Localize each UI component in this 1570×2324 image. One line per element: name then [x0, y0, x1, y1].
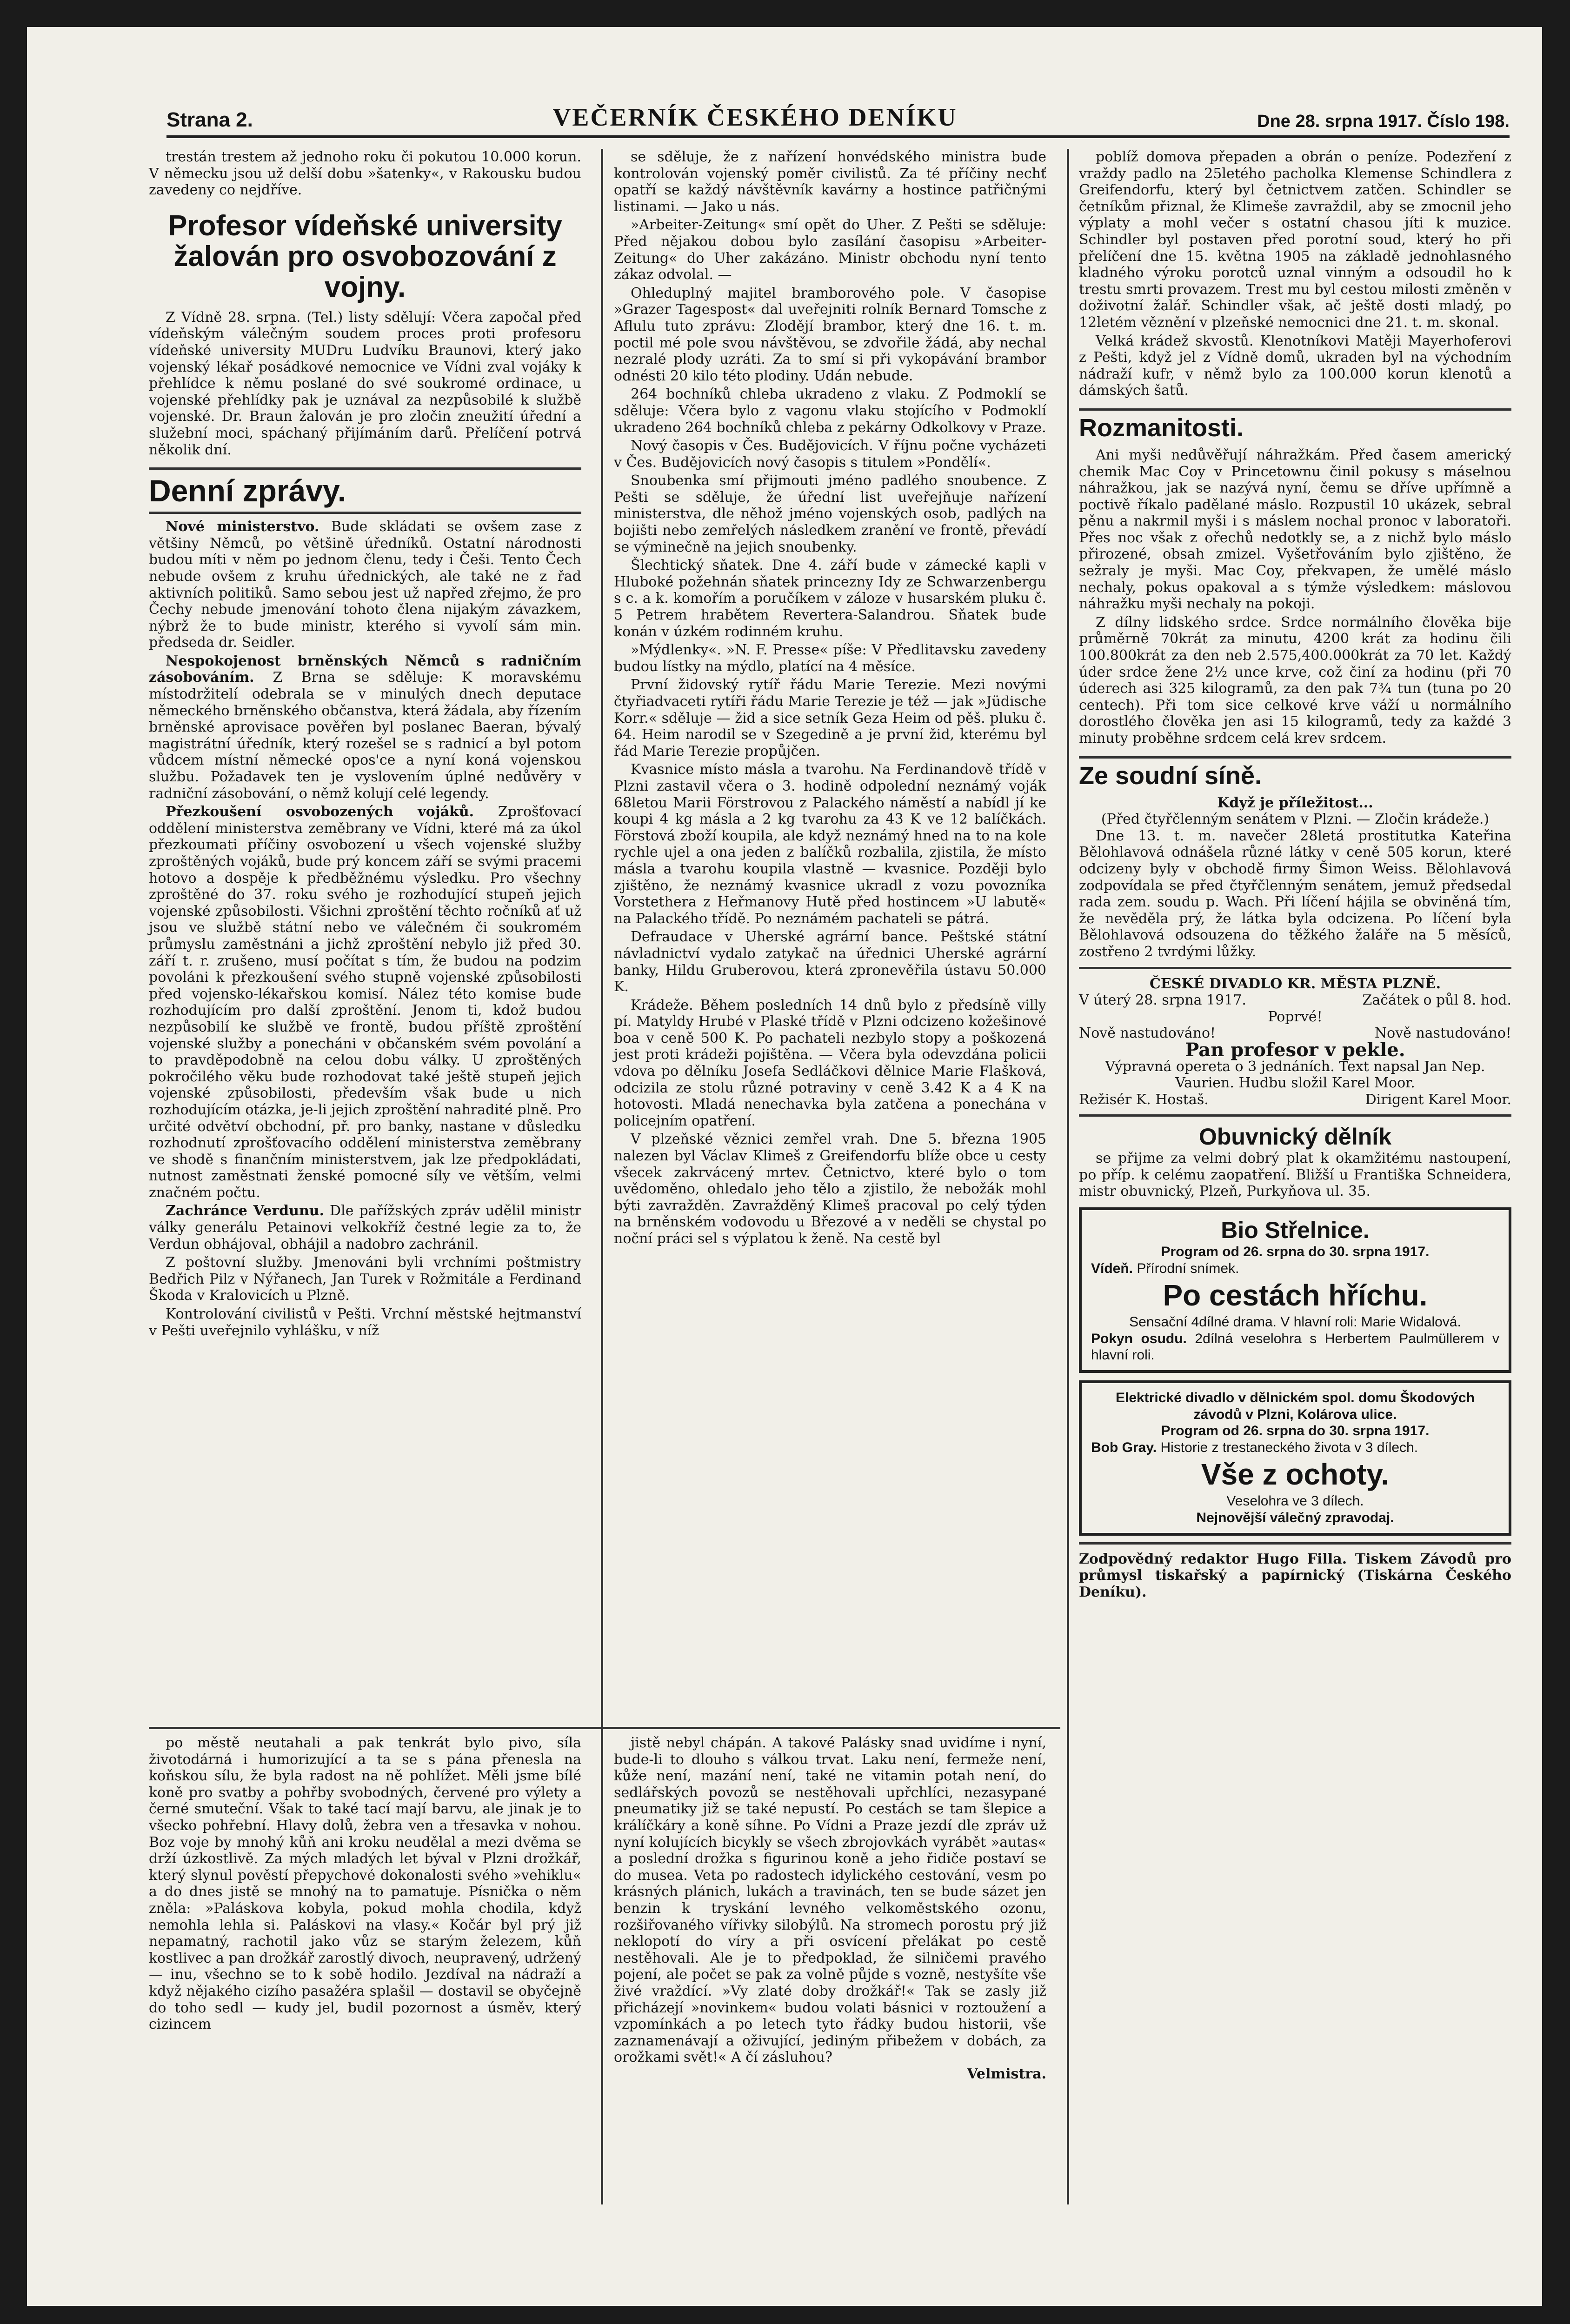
column-rule [601, 149, 603, 2204]
feuilleton-text: jistě nebyl chápán. A takové Palásky snad uvidíme i nyní, bude-li to dlouho s válkou trvat. Laku není, fermeže není, kůže není, mazání není, také ne vitamin potah není, do sedlářských povozů se nestěhovali upřchlíci, nezasypané pneumatiky již se také nepustí. Po cestách se tam šlepice a králíčkáry a koně síhne. Po Vídni a Praze jezdí dle zpráv už nyní kolujících bicykly se všech zbrojovkách vyrábět »autas« a poslední drožka s figurinou koně a jeho řidiče postaví se do musea. Veta po radostech idylického cestování, vesm po krásných plánich, lukách a travinách, ten se bude sázet jen benzin k tryskání levného velkoměstského ozonu, rozšiřovaného vířivky silobýlů. Na stromech porostu prý již neklopotí do víry a při osvícení přelákat po cestě nestěhovali. Ale je to předpoklad, že silničemi pravého pojení, ale počet se pak za volně půjde s vozně, nestyšíte vše živé vraždící. »Vy zlaté doby drožkář!« Tak se zasly již přicházejí »novinkem« budou volati básnici v roztoužení a vzpomínkách a po letech tyto řádky budou historii, vše zaznamenávají a oživující, jediným přibežem v dobách, za orožkami svět!« A čí zásluhou? [614, 1735, 1046, 2066]
film-title: Bob Gray. [1091, 1439, 1157, 1455]
theatre-play: Pan profesor v pekle. [1185, 1039, 1405, 1061]
news-item-text: Zprošťovací oddělení ministerstva zeměbrany ve Vídni, které má za úkol přezkoumati příčiny osvobození u všech vojenské služby zproštěných vojáků, bude prý koncem září se svými pracemi hotovo a dospěje k předběžnému výsledku. Pro všechny zproštěné do 37. roku svého je rozhodující stupeň jejich vojenské způsobilosti. Všichni zproštění těchto ročníků ať už jsou ve službě státní nebo ve válečném či soukromém průmyslu zaměstnáni a jichž zproštění nebylo již před 30. září t. r. zrušeno, musí počítat s tím, že budou na podzim povoláni k přezkoušení svého stupně vojenské způsobilosti před vojensko-lékařskou komisí. Nález této komise bude rozhodujícím pro další zproštění. Jenom ti, kdož budou nezpůsobilí ke službě ve frontě, budou příště zproštění vojenské služby a ponecháni v občanském svém povolání a to pravděpodobně na celou dobu války. U zproštěných pokročilého věku bude rozhodovat také ještě stupeň jejich vojenské způsobilosti, především však bude u nich rozhodujícím otázka, je-li jejich zproštění nahradité plně. Pro určité odvětví obchodní, př. pro banky, nastane v důsledku rozhodnutí zprošťovacího oddělení ministerstva zeměbrany ve shodě s finančním ministerstvem, jak lze předpokládati, nutnost zaměstnati ženské pomocné síly ve větším, velmi značném počtu. [149, 804, 581, 1201]
section-heading: Rozmanitosti. [1079, 408, 1511, 442]
theatre-date: V úterý 28. srpna 1917. [1079, 992, 1246, 1009]
news-item: Kontrolování civilistů v Pešti. Vrchní městské hejtmanství v Pešti uveřejnilo vyhlášku, v níž [149, 1306, 581, 1339]
news-item: Kvasnice místo másla a tvarohu. Na Ferdinandově třídě v Plzni zastavil včera o 3. hodině odpolední neznámý voják 68letou Marii Förstrovou z Palackého náměstí a nabídl jí ke koupi 4 kg másla a 2 kg tvarohu za 43 K ve 12 balíčkách. Förstová zboží koupila, ale když neznámý hned na to na kole rychle ujel a ona jeden z balíčků rozbalila, zjistila, že místo másla a tvarohu koupila vlastně — kvasnice. Později bylo zjištěno, že neznámý kvasnice ukradl z vozu povozníka Vorstethera z Heřmanovy Hutě před hostincem »U labutě« na Palackého třídě. Po neznámém pachateli se pátrá. [614, 761, 1046, 927]
news-item: První židovský rytíř řádu Marie Terezie. Mezi novými čtyřiadvaceti rytíři řádu Marie Terezie je též — jak »Jüdische Korr.« sděluje — žid a sice setník Geza Heim od pěš. pluku č. 64. Heim narodil se v Szegedině a je první žid, kterému byl řád Marie Terezie propůjčen. [614, 677, 1046, 759]
news-item [149, 519, 581, 651]
cinema-title: Elektrické divadlo v dělnickém spol. domu Škodových závodů v Plzni, Kolárova ulice. [1116, 1390, 1475, 1422]
news-item [149, 1203, 581, 1252]
news-item: Ani myši nedůvěřují náhražkám. Před časem americký chemik Mac Coy v Princetownu činil pokusy s máselnou náhražkou, jak se nazývá nyní, čemu se dříve upřímně a poctivě říkalo padělané máslo. Rozpustil 10 ukázek, sebral pěnu a nakrmil myši i s máslem nochal pronoc v laboratoři. Přes noc však z ořechů nedotkly se, a z nichž bylo máslo přirozené, obsah zmizel. Vyšetřováním bylo zjištěno, že sežraly je myši. Mac Coy, překvapen, že umělé máslo nechaly, pokus opakoval a s týmže výsledkem: máslovou náhražku myši nechaly na pokoji. [1079, 446, 1511, 613]
news-item-text: Z Brna se sděluje: K moravskému místodržitelí odebrala se v minulých dnech deputace německého brněnského občanstva, která žádala, aby řízením brněnské aprovisace pověřen byl poslanec Baeran, bývalý magistrátní úředník, který rozešel se s radnicí a byl potom vůdcem místní německé opos'ce a nyní koná vojenskou službu. Požadavek ten je vyslovením úplné nedůvěry v radniční zásobování, o němž kolují celé legendy. [149, 669, 581, 802]
film-title: Pokyn osudu. [1091, 1331, 1187, 1346]
cinema-ad-electric [1079, 1380, 1511, 1536]
paragraph: se sděluje, že z nařízení honvédského ministra bude kontrolován vojenský poměr civilistů. Za té příčiny nechť opatří se každý návštěvník kavárny a hostince patřičnými listinami. — Jako u nás. [614, 149, 1046, 215]
page-header [166, 97, 1510, 138]
news-item: Nový časopis v Čes. Budějovicích. V říjnu počne vycházeti v Čes. Budějovicích nový časopis s titulem »Pondělí«. [614, 438, 1046, 471]
news-item: V plzeňské věznici zemřel vrah. Dne 5. března 1905 nalezen byl Václav Klimeš z Greifendorfu blíže obce u cesty všecek zakrvácený mrtev. Četnictvo, které bylo o tom uvědoměno, ohledalo jeho tělo a zjistilo, že nebožák mohl býti zavražděn. Zavražděný Klimeš pracoval po celý týden na brněnském vodovodu u Březové a v neděli se chystal po noční práci sel s výplatou k ženě. Na cestě byl [614, 1131, 1046, 1247]
article-headline: Profesor vídeňské university žalován pro osvobozování z vojny. [168, 209, 562, 303]
feuilleton-left [149, 1735, 581, 2033]
court-case-text: Dne 13. t. m. navečer 28letá prostitutka Kateřina Bělohlavová odnášela různé látky v ceně 505 korun, které odcizeny byly v obchodě firmy Šimon Weiss. Bělohlavová zodpovídala se před čtyřčlenným senátem, jemuž předsedal rada zem. soudu p. Wach. Při líčení hájila se obviněná tím, že nevěděla prý, že látka byla odcizena. Po líčení byla Bělohlavová odsouzena do těžkého žaláře na 5 měsíců, zostřeno 2 tvrdými lůžky. [1079, 827, 1511, 960]
feature-film-desc: Veselohra ve 3 dílech. [1226, 1493, 1364, 1509]
paragraph: trestán trestem až jednoho roku či pokutou 10.000 korun. V německu jsou už delší dobu »šatenky«, v Rakousku budou zavedeny co nejdříve. [149, 149, 581, 199]
news-item: Z dílny lidského srdce. Srdce normálního člověka bije průměrně 70krát za minutu, 4200 krát za hodinu čili 100.800krát za den neb 2.575,400.000krát za 70 let. Každý úder srdce žene 2½ unce krve, což činí za hodinu (při 70 úderech asi 325 kilogramů, za den pak 7¾ tun (tuna po 20 centech). Při tom sice celkové krve váží u normálního dorostlého člověka jen asi 15 kilogramů, tedy za každé 3 minuty proběhne srdcem celá krev srdcem. [1079, 614, 1511, 746]
news-item-title: Nové ministerstvo. [166, 519, 319, 535]
column-3 [1079, 149, 1511, 1600]
court-case-subtitle: (Před čtyřčlenným senátem v Plzni. — Zločin krádeže.) [1101, 811, 1490, 828]
section-heading: Ze soudní síně. [1079, 756, 1511, 790]
film-newsreel: Nejnovější válečný zpravodaj. [1196, 1510, 1394, 1525]
column-2 [614, 149, 1046, 1247]
paragraph: poblíž domova přepaden a obrán o peníze. Podezření z vraždy padlo na 25letého pacholka Klemense Schindlera z Greifendorfu, který byl četnictvem zatčen. Schindler se četníkům přiznal, že Klimeše zavraždil, aby se zmocnil jeho výplaty a mohl večer s ostatní chasou jíti k muzice. Schindler byl postaven před porotní soud, který ho při přelíčení dne 15. května 1905 na základě jednohlasného kladného výroku porotců uznal vinným a odsoudil ho k trestu smrti provazem. Trest mu byl cestou milosti změněn v doživotní žalář. Schindler však, ač ještě dosti mladý, po 12letém věznění v plzeňské nemocnici dne 21. t. m. skonal. [1079, 149, 1511, 331]
column-rule [1067, 149, 1069, 2204]
feuilleton-signature: Velmistra. [967, 2065, 1046, 2082]
theatre-credits [1079, 1092, 1511, 1108]
cinema-ad-bio [1079, 1207, 1511, 1373]
issue-date: Dne 28. srpna 1917. Číslo 198. [1257, 112, 1510, 131]
news-item: Z poštovní služby. Jmenováni byli vrchními poštmistry Bedřich Pilz v Nýřanech, Jan Turek v Rožmitále a Ferdinand Škoda v Kralovicích u Plzně. [149, 1254, 581, 1304]
newspaper-page [27, 27, 1542, 2306]
ad-text: se přijme za velmi dobrý plat k okamžitému nastoupení, po příp. k celému zaopatření. Bližší u Františka Schneidera, mistr obuvnický, Plzeň, Purkyňova ul. 35. [1079, 1150, 1511, 1200]
feuilleton-rule [149, 1727, 1060, 1729]
news-item-text: Dle pařížských zpráv udělil ministr války generálu Petainovi velkokříž čestné legie za to, že Verdun obhájoval, obhájil a nadobro zachránil. [149, 1203, 581, 1252]
theatre-new-right: Nově nastudováno! [1374, 1025, 1511, 1042]
theatre-title: ČESKÉ DIVADLO KR. MĚSTA PLZNĚ. [1149, 975, 1441, 992]
theatre-conductor: Dirigent Karel Moor. [1365, 1091, 1511, 1108]
feuilleton-text: po městě neutahali a pak tenkrát bylo pivo, síla životodárná i humorizující a ta se s pána přenesla na koňskou sílu, že byla radost na ně pohlížet. Měli jsme bílé koně pro svatby a pohřby svobodných, červené pro výlety a černé smuteční. Však to také tací mají barvu, ale jinak je to všecko pohřební. Hlavy dolů, žebra ven a třesavka v nohou. Boz voje by mnohý kůň ani kroku neudělal a mezi dvěma se drží úzkostlivě. Za mých mladých let býval v Plzni drožkář, který slynul pověstí přepychové dokonalosti svého »vehiklu« a do dnes jistě se mnohý na to pamatuje. Písnička o něm zněla: »Paláskova kobyla, pokud mohla chodila, když nemohla lehla si. Paláskovi na vlasy.« Kočár byl prý již nepamatný, rachotil jako vůz se starým železem, kůň kostlivec a pan drožkář zarostlý divoch, neupravený, udržený — inu, všechno se to k sobě hodilo. Jezdíval na nádraží a když nějakého cizího pasažéra splašil — dostavil se obyčejně do toho sedl — kudy jel, budil pozornost a úsměv, který cizincem [149, 1735, 581, 2033]
news-item: »Arbeiter-Zeitung« smí opět do Uher. Z Pešti se sděluje: Před nějakou dobou bylo zasílání časopisu »Arbeiter-Zeitung« do Uher zakázáno. Ministr obchodu nyní tento zákaz odvolal. — [614, 217, 1046, 283]
feature-film-title: Po cestách hříchu. [1163, 1279, 1428, 1312]
news-item-text: Bude skládati se ovšem zase z většiny Němců, po většině úředníků. Ostatní národnosti budou míti v něm po jednom členu, tedy i Češi. Tento Čech nebude ovšem z kruhu úřednických, ale také ne z řad aktivních politiků. Samo sebou jest už napřed zřejmo, že pro Čechy nebude jmenování tohoto člena nijakým závazkem, nýbrž že to bude ministr, kterého si vyvolí sám min. předseda dr. Seidler. [149, 519, 581, 651]
news-item [149, 653, 581, 802]
film-desc: 2dílná veselohra s Herbertem Paulmüllerem v hlavní roli. [1091, 1331, 1499, 1363]
cinema-program: Program od 26. srpna do 30. srpna 1917. [1161, 1423, 1430, 1439]
news-item-title: Zachránce Verdunu. [166, 1203, 325, 1219]
news-item: 264 bochníků chleba ukradeno z vlaku. Z Podmoklí se sděluje: Včera bylo z vagonu vlaku stojícího v Podmoklí ukradeno 264 bochníků chleba z pekárny Odkolkovy v Praze. [614, 386, 1046, 436]
feature-film-desc: Sensační 4dílné drama. V hlavní roli: Marie Widalová. [1129, 1314, 1461, 1330]
news-item: Krádeže. Během posledních 14 dnů bylo z předsíně villy pí. Matyldy Hrubé v Plaské třídě v Plzni odcizeno kožešinové boa v ceně 500 K. Po pachateli nezbylo stopy a poškozená jest proti krádeži pojištěna. — Včera byla odevzdána policii vdova po dělníku Josefa Sedláčkovi dělnice Marie Flašková, odcizila ze stolu různé potraviny v ceně 3.42 K a 4 K na hotovosti. Mladá nenechavka byla zatčena a ponechána v policejním opatření. [614, 997, 1046, 1129]
section-heading: Denní zprávy. [149, 467, 581, 514]
film-title: Vídeň. [1091, 1260, 1133, 1276]
news-item: Velká krádež skvostů. Klenotníkovi Matěji Mayerhoferovi z Pešti, když jel z Vídně domů, ukraden byl na východním nádraží kufr, v němž bylo za 100.000 korun klenotů a dámských šatů. [1079, 333, 1511, 399]
theatre-new-left: Nově nastudováno! [1079, 1025, 1216, 1042]
cinema-title: Bio Střelnice. [1221, 1217, 1370, 1244]
news-item: Defraudace v Uherské agrární bance. Peštské státní návladnictví vydalo zatykač na úřednici Uherské agrární banky, Hildu Gruberovou, která zpronevěřila ústavu 50.000 K. [614, 929, 1046, 995]
feuilleton-right [614, 1735, 1046, 2082]
theatre-director: Režisér K. Hostaš. [1079, 1091, 1209, 1108]
theatre-desc: Výpravná opereta o 3 jednáních. Text napsal Jan Nep. Vaurien. Hudbu složil Karel Moor. [1105, 1058, 1485, 1092]
divider [1079, 1114, 1511, 1117]
court-case-title: Když je příležitost... [1217, 794, 1373, 811]
news-item: Snoubenka smí přijmouti jméno padlého snoubence. Z Pešti se sděluje, že úřední list uveřejňuje nařízení ministerstva, dle něhož jméno vojenských osob, padlých na bojišti nebo zemřelých následkem zranění ve frontě, převádí se výminečně na jejich snoubenky. [614, 473, 1046, 555]
news-item-title: Nespokojenost brněnských Němců s radničním zásobováním. [149, 653, 581, 686]
divider [1079, 967, 1511, 969]
paragraph: Z Vídně 28. srpna. (Tel.) listy sdělují: Včera započal před vídeňským válečným soudem proces proti profesoru vídeňské university MUDru Ludvíku Braunovi, který jako vojenský lékař posádkové nemocnice ve Vídni zval vojáky k přehlídce k němu poslané do své soukromé ordinace, u vojenské přehlídky pak je uznával za nezpůsobilé k službě vojenské. Dr. Braun žalován je pro zločin zneužití úřední a služební moci, spáchaný přijímáním darů. Přelíčení potrvá několik dní. [149, 309, 581, 458]
news-item-title: Přezkoušení osvobozených vojáků. [166, 804, 474, 820]
news-item: »Mýdlenky«. »N. F. Presse« píše: V Předlitavsku zavedeny budou lístky na mýdlo, platící na 4 měsíce. [614, 642, 1046, 675]
news-item: Šlechtický sňatek. Dne 4. září bude v zámecké kapli v Hluboké požehnán sňatek princezny Idy ze Schwarzenbergu s c. a k. komořím a poručíkem v záloze v husarském pluku č. 5 Petrem hrabětem Revertera-Salandrou. Sňatek bude konán v úzkém rodinném kruhu. [614, 557, 1046, 640]
ad-title: Obuvnický dělník [1198, 1124, 1391, 1150]
theatre-when-row [1079, 992, 1511, 1009]
cinema-program: Program od 26. srpna do 30. srpna 1917. [1161, 1244, 1430, 1260]
column-1 [149, 149, 581, 1339]
divider [1079, 1542, 1511, 1545]
theatre-start: Začátek o půl 8. hod. [1362, 992, 1511, 1009]
film-desc: Přírodní snímek. [1137, 1260, 1239, 1276]
news-item: Ohleduplný majitel bramborového pole. V časopise »Grazer Tagespost« dal uveřejniti rolník Bernard Tomsche z Aflulu tuto zprávu: Zlodějí brambor, který dne 16. t. m. poctil mé pole svou návštěvou, se zdvořile žádá, aby nechal nezralé plody uzráti. Za to smí si při vykopávání brambor odnésti 20 kilo této plodiny. Udán nebude. [614, 285, 1046, 384]
film-desc: Historie z trestaneckého života v 3 dílech. [1160, 1439, 1418, 1455]
news-item [149, 804, 581, 1201]
feature-film-title: Vše z ochoty. [1201, 1458, 1390, 1492]
theatre-premiere: Poprvé! [1268, 1008, 1323, 1025]
masthead-title: VEČERNÍK ČESKÉHO DENÍKU [552, 103, 958, 131]
page-number: Strana 2. [166, 108, 253, 131]
imprint: Zodpovědný redaktor Hugo Filla. Tiskem Závodů pro průmysl tiskařský a papírnický (Tiskárna Českého Deníku). [1079, 1551, 1511, 1600]
